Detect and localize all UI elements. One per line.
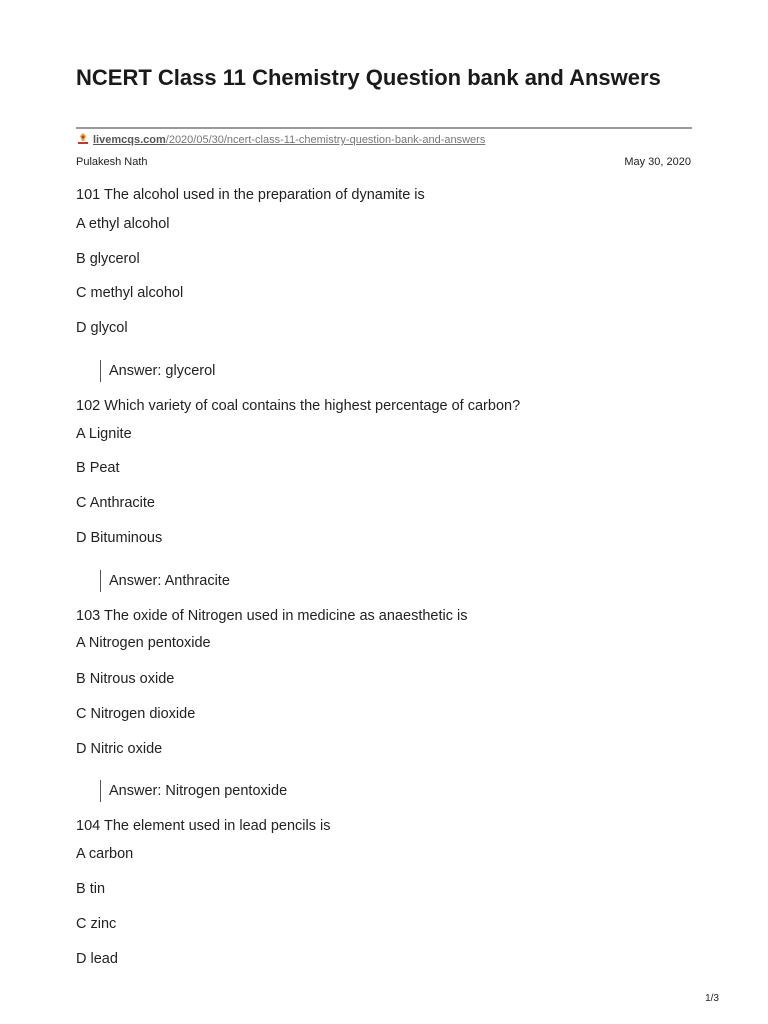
question-text: 103 The oxide of Nitrogen used in medicine as anaesthetic is xyxy=(76,608,468,624)
option-item: A carbon xyxy=(76,846,134,862)
option-item: A ethyl alcohol xyxy=(76,216,170,232)
page-number: 1/3 xyxy=(705,993,719,1004)
option-item: C zinc xyxy=(76,916,117,932)
answer-blockquote: Answer: Nitrogen pentoxide xyxy=(100,780,287,802)
title-divider xyxy=(76,127,692,129)
option-item: B tin xyxy=(76,881,106,897)
answer-blockquote: Answer: Anthracite xyxy=(100,570,230,592)
question-text: 102 Which variety of coal contains the highest percentage of carbon? xyxy=(76,398,521,414)
publish-date: May 30, 2020 xyxy=(624,156,691,168)
option-item: B glycerol xyxy=(76,251,140,267)
option-item: A Lignite xyxy=(76,426,132,442)
option-item: D lead xyxy=(76,951,118,967)
option-item: C Anthracite xyxy=(76,495,155,511)
source-domain[interactable]: livemcqs.com xyxy=(93,134,166,146)
option-item: B Nitrous oxide xyxy=(76,671,175,687)
author-name: Pulakesh Nath xyxy=(76,156,148,168)
page-title: NCERT Class 11 Chemistry Question bank and Answers xyxy=(76,65,661,90)
site-favicon-icon xyxy=(77,132,89,145)
option-item: D glycol xyxy=(76,320,128,336)
question-text: 101 The alcohol used in the preparation of dynamite is xyxy=(76,187,425,203)
source-link[interactable] xyxy=(77,132,485,148)
question-text: 104 The element used in lead pencils is xyxy=(76,818,331,834)
option-item: A Nitrogen pentoxide xyxy=(76,635,211,651)
source-path[interactable]: /2020/05/30/ncert-class-11-chemistry-question-bank-and-answers xyxy=(165,134,486,146)
option-item: D Nitric oxide xyxy=(76,741,163,757)
option-item: B Peat xyxy=(76,460,120,476)
option-item: C methyl alcohol xyxy=(76,285,184,301)
option-item: D Bituminous xyxy=(76,530,163,546)
option-item: C Nitrogen dioxide xyxy=(76,706,196,722)
answer-blockquote: Answer: glycerol xyxy=(100,360,215,382)
